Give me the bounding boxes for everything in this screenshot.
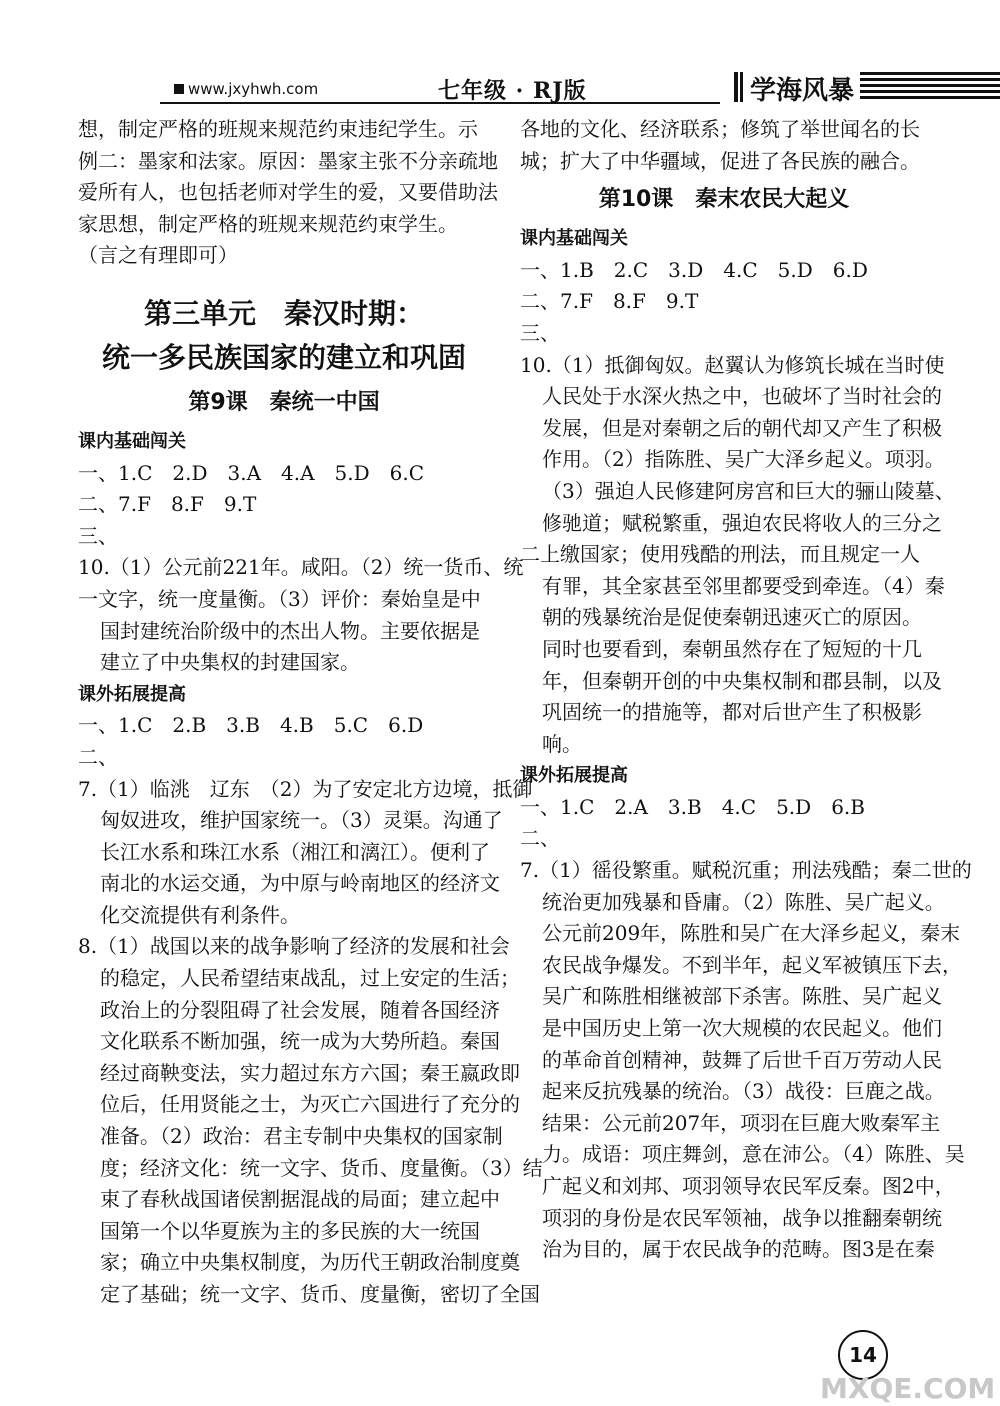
right-section2 (520, 792, 972, 1266)
text-line: 经过商鞅变法，实力超过东方六国；秦王嬴政即 (100, 1060, 520, 1085)
header-rule (160, 102, 720, 104)
text-line: 束了春秋战国诸侯割据混战的局面；建立起中 (100, 1187, 500, 1212)
text-line: 二、 (520, 826, 560, 851)
page-header (160, 70, 1000, 110)
text-line: 三、 (520, 320, 560, 345)
right-section1 (520, 255, 955, 761)
text-line: 吴广和陈胜相继被部下杀害。陈胜、吴广起义 (542, 984, 942, 1009)
text-line: 治为目的，属于农民战争的范畴。图3是在秦 (542, 1237, 935, 1262)
text-line: 化交流提供有利条件。 (100, 902, 300, 927)
text-line: 的革命首创精神，鼓舞了后世千百万劳动人民 (542, 1047, 942, 1072)
text-line: 各地的文化、经济联系；修筑了举世闻名的长 (520, 117, 920, 141)
text-line: 一文字，统一度量衡。（3）评价：秦始皇是中 (78, 586, 481, 611)
text-line: 想，制定严格的班规来规范约束违纪学生。示 (78, 117, 478, 141)
text-line: 定了基础；统一文字、货币、度量衡，密切了全国 (100, 1282, 540, 1306)
section-heading: 课内基础闯关 (78, 430, 186, 452)
text-line: 人民处于水深火热之中，也破坏了当时社会的 (542, 384, 942, 409)
square-icon (174, 84, 184, 94)
brand-logo: 学海风暴 (750, 76, 855, 106)
right-column (520, 114, 972, 1266)
text-line: 二、7.F 8.F 9.T (78, 492, 257, 517)
site-url (174, 80, 318, 98)
text-line: 一、1.C 2.B 3.B 4.B 5.C 6.D (78, 713, 424, 738)
text-line: 家思想，制定严格的班规来规范约束学生。 (78, 211, 458, 236)
text-line: 政治上的分裂阻碍了社会发展，随着各国经济 (100, 997, 500, 1022)
text-line: 10.（1）公元前221年。咸阳。（2）统一货币、统 (78, 555, 524, 580)
text-line: 建立了中央集权的封建国家。 (100, 650, 360, 675)
text-line: 家；确立中央集权制度，为历代王朝政治制度奠 (100, 1250, 520, 1275)
text-line: 广起义和刘邦、项羽领导农民军反秦。图2中， (542, 1174, 955, 1198)
lesson-title-9: 第9课 秦统一中国 (188, 389, 380, 415)
left-intro (78, 114, 498, 272)
section-heading: 课外拓展提高 (520, 765, 628, 787)
spacer (78, 272, 490, 292)
text-line: 年，但秦朝开创的中央集权制和郡县制，以及 (542, 668, 942, 693)
text-line: 响。 (542, 731, 582, 756)
text-line: 城；扩大了中华疆域，促进了各民族的融合。 (520, 148, 920, 173)
text-line: （3）强迫人民修建阿房宫和巨大的骊山陵墓、 (542, 478, 955, 503)
text-line: 巩固统一的措施等，都对后世产生了积极影 (542, 700, 922, 725)
section-heading: 课外拓展提高 (78, 683, 186, 705)
section-heading: 课内基础闯关 (520, 228, 628, 250)
watermark: MXQE.COM (820, 1372, 996, 1405)
right-intro (520, 114, 928, 177)
text-line: 力。成语：项庄舞剑，意在沛公。（4）陈胜、吴 (542, 1142, 965, 1167)
text-line: 的稳定，人民希望结束战乱，过上安定的生活； (100, 966, 520, 991)
text-line: 爱所有人，也包括老师对学生的爱，又要借助法 (78, 180, 498, 205)
left-section2 (78, 710, 543, 1310)
text-line: 修驰道；赋税繁重，强迫农民将收人的三分之 (542, 510, 942, 535)
site-text: www.jxyhwh.com (188, 80, 319, 98)
text-line: 二上缴国家；使用残酷的刑法，而且规定一人 (520, 542, 920, 567)
grade-label: 七年级 · RJ版 (438, 78, 587, 104)
text-line: 同时也要看到，秦朝虽然存在了短短的十几 (542, 636, 922, 661)
page-number: 14 (838, 1330, 888, 1380)
text-line: 长江水系和珠江水系（湘江和漓江）。便利了 (100, 839, 490, 864)
brand-stripes-icon (860, 72, 1000, 102)
text-line: 位后，任用贤能之士，为灭亡六国进行了充分的 (100, 1092, 520, 1117)
text-line: 项羽的身份是农民军领袖，战争以推翻秦朝统 (542, 1205, 942, 1230)
brand-bar-icon (740, 72, 743, 102)
text-line: 结果：公元前207年，项羽在巨鹿大败秦军主 (542, 1110, 941, 1135)
text-line: 二、 (78, 744, 118, 769)
text-line: 统治更加残暴和昏庸。（2）陈胜、吴广起义。 (542, 889, 945, 914)
lesson-title-10: 第10课 秦末农民大起义 (598, 187, 850, 213)
text-line: 三、 (78, 523, 118, 548)
text-line: 有罪，其全家甚至邻里都要受到牵连。（4）秦 (542, 573, 945, 598)
unit-title-line2: 统一多民族国家的建立和巩固 (101, 340, 466, 374)
text-line: （言之有理即可） (78, 243, 238, 268)
text-line: 朝的残暴统治是促使秦朝迅速灭亡的原因。 (542, 605, 922, 630)
unit-title-line1: 第三单元 秦汉时期： (143, 296, 424, 330)
text-line: 一、1.B 2.C 3.D 4.C 5.D 6.D (520, 257, 868, 282)
text-line: 起来反抗残暴的统治。（3）战役：巨鹿之战。 (542, 1079, 945, 1104)
text-line: 7.（1）临洮 辽东 （2）为了安定北方边境，抵御 (78, 776, 533, 801)
text-line: 一、1.C 2.D 3.A 4.A 5.D 6.C (78, 460, 425, 485)
text-line: 二、7.F 8.F 9.T (520, 289, 699, 314)
text-line: 度；经济文化：统一文字、货币、度量衡。（3）结 (100, 1155, 543, 1180)
brand-bar-icon (734, 72, 738, 102)
text-line: 国封建统治阶级中的杰出人物。主要依据是 (100, 618, 480, 643)
left-column (78, 114, 543, 1311)
text-line: 农民战争爆发。不到半年，起义军被镇压下去， (542, 952, 962, 977)
text-line: 准备。（2）政治：君主专制中央集权的国家制 (100, 1124, 503, 1149)
text-line: 文化联系不断加强，统一成为大势所趋。秦国 (100, 1029, 500, 1054)
text-line: 7.（1）徭役繁重。赋税沉重；刑法残酷；秦二世的 (520, 858, 972, 883)
text-line: 南北的水运交通，为中原与岭南地区的经济文 (100, 871, 500, 896)
left-section1 (78, 458, 524, 679)
text-line: 10.（1）抵御匈奴。赵翼认为修筑长城在当时使 (520, 352, 945, 377)
text-line: 发展，但是对秦朝之后的朝代却又产生了积极 (542, 415, 942, 440)
text-line: 一、1.C 2.A 3.B 4.C 5.D 6.B (520, 794, 865, 819)
text-line: 8.（1）战国以来的战争影响了经济的发展和社会 (78, 934, 510, 959)
text-line: 作用。（2）指陈胜、吴广大泽乡起义。项羽。 (542, 447, 945, 472)
text-line: 匈奴进攻，维护国家统一。（3）灵渠。沟通了 (100, 808, 503, 833)
text-line: 国第一个以华夏族为主的多民族的大一统国 (100, 1218, 480, 1243)
text-line: 例二：墨家和法家。原因：墨家主张不分亲疏地 (78, 148, 498, 173)
text-line: 是中国历史上第一次大规模的农民起义。他们 (542, 1016, 942, 1041)
text-line: 公元前209年，陈胜和吴广在大泽乡起义，秦末 (542, 921, 961, 946)
